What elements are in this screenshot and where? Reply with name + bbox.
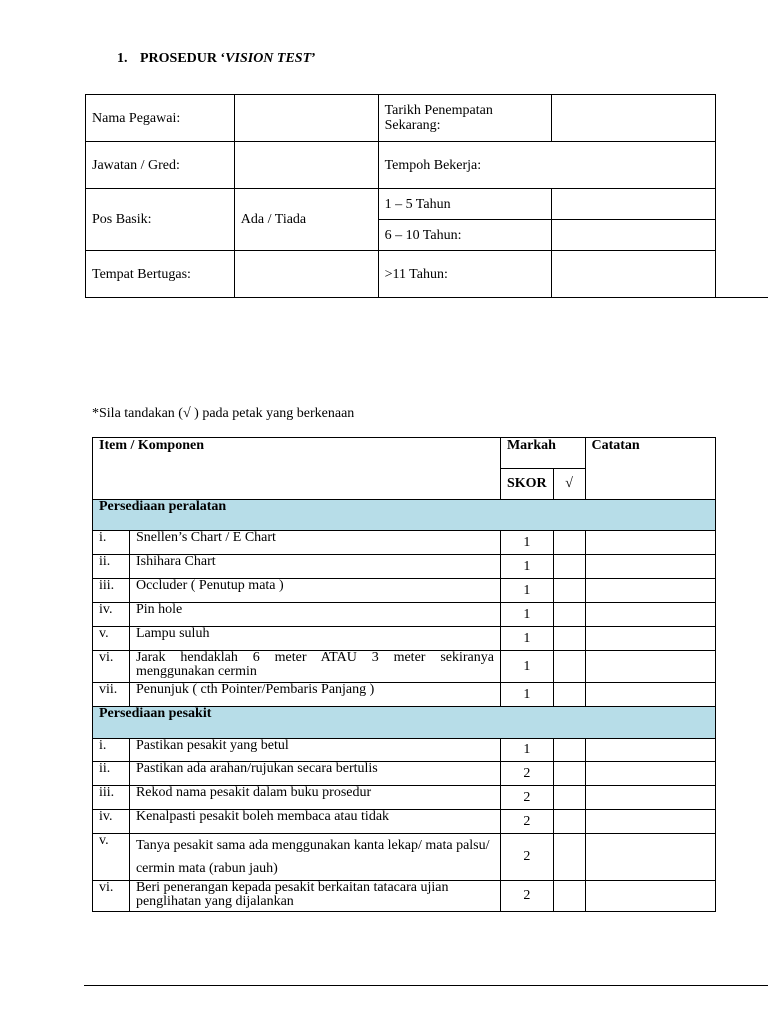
item-score: 1 — [500, 627, 553, 651]
tick-cell[interactable] — [553, 762, 585, 786]
header-tick: √ — [553, 469, 585, 500]
item-score: 1 — [500, 603, 553, 627]
item-text: Tanya pesakit sama ada menggunakan kanta lekap/ mata palsu/ cermin mata (rabun jauh) — [129, 834, 500, 881]
item-text: Kenalpasti pesakit boleh membaca atau tidak — [129, 810, 500, 834]
item-score: 1 — [500, 683, 553, 707]
item-text: Pastikan pesakit yang betul — [129, 739, 500, 762]
item-text: Snellen’s Chart / E Chart — [129, 531, 500, 555]
tick-cell[interactable] — [553, 603, 585, 627]
catatan-cell[interactable] — [585, 531, 716, 555]
table-row — [93, 603, 716, 627]
item-score: 2 — [500, 810, 553, 834]
section-heading: 1. PROSEDUR ‘VISION TEST’ — [117, 51, 316, 66]
item-score: 2 — [500, 762, 553, 786]
item-text: Pastikan ada arahan/rujukan secara bertulis — [129, 762, 500, 786]
field-jawatan-gred[interactable] — [234, 142, 378, 189]
label-jawatan-gred: Jawatan / Gred: — [86, 142, 235, 189]
tick-cell[interactable] — [553, 531, 585, 555]
label-tahun-1-5: 1 – 5 Tahun — [378, 189, 552, 220]
tick-cell[interactable] — [553, 579, 585, 603]
catatan-cell[interactable] — [585, 834, 716, 881]
field-tahun-6-10[interactable] — [552, 220, 716, 251]
item-text: Ishihara Chart — [129, 555, 500, 579]
label-pos-basik: Pos Basik: — [86, 189, 235, 251]
tick-cell[interactable] — [553, 739, 585, 762]
item-score: 1 — [500, 531, 553, 555]
item-number: vi. — [93, 651, 130, 683]
item-text: Rekod nama pesakit dalam buku prosedur — [129, 786, 500, 810]
item-score: 2 — [500, 881, 553, 912]
table-row — [93, 834, 716, 881]
item-score: 1 — [500, 739, 553, 762]
employee-info-table — [85, 94, 716, 298]
item-number: iv. — [93, 603, 130, 627]
catatan-cell[interactable] — [585, 683, 716, 707]
item-text: Penunjuk ( cth Pointer/Pembaris Panjang ) — [129, 683, 500, 707]
item-number: v. — [93, 834, 130, 881]
section-title-pesakit: Persediaan pesakit — [93, 707, 716, 739]
item-score: 2 — [500, 786, 553, 810]
table-row — [93, 531, 716, 555]
header-skor: SKOR — [500, 469, 553, 500]
value-ada-tiada[interactable]: Ada / Tiada — [234, 189, 378, 251]
field-tarikh-penempatan[interactable] — [552, 95, 716, 142]
item-number: i. — [93, 531, 130, 555]
table-row — [93, 762, 716, 786]
header-catatan: Catatan — [585, 438, 716, 500]
item-number: vi. — [93, 881, 130, 912]
item-number: i. — [93, 739, 130, 762]
catatan-cell[interactable] — [585, 762, 716, 786]
table-row — [93, 786, 716, 810]
table-row — [93, 555, 716, 579]
label-tarikh-penempatan: Tarikh Penempatan Sekarang: — [378, 95, 552, 142]
item-score: 1 — [500, 651, 553, 683]
table-row — [93, 810, 716, 834]
item-text: Pin hole — [129, 603, 500, 627]
table-row — [93, 627, 716, 651]
tick-cell[interactable] — [553, 627, 585, 651]
field-nama-pegawai[interactable] — [234, 95, 378, 142]
table-row — [93, 651, 716, 683]
item-number: vii. — [93, 683, 130, 707]
table-row — [93, 739, 716, 762]
item-text: Beri penerangan kepada pesakit berkaitan tatacara ujian penglihatan yang dijalankan — [129, 881, 500, 912]
catatan-cell[interactable] — [585, 627, 716, 651]
item-score: 1 — [500, 555, 553, 579]
tick-cell[interactable] — [553, 881, 585, 912]
table-row — [93, 683, 716, 707]
section-number: 1. — [117, 51, 128, 66]
item-number: iii. — [93, 786, 130, 810]
section-title-peralatan: Persediaan peralatan — [93, 500, 716, 531]
tick-cell[interactable] — [553, 651, 585, 683]
item-text: Occluder ( Penutup mata ) — [129, 579, 500, 603]
label-tahun-11: >11 Tahun: — [378, 251, 552, 298]
label-tempoh-bekerja: Tempoh Bekerja: — [378, 142, 715, 189]
item-number: v. — [93, 627, 130, 651]
item-number: ii. — [93, 762, 130, 786]
label-tempat-bertugas: Tempat Bertugas: — [86, 251, 235, 298]
label-nama-pegawai: Nama Pegawai: — [86, 95, 235, 142]
item-text: Lampu suluh — [129, 627, 500, 651]
checklist-table — [92, 437, 716, 912]
item-number: iii. — [93, 579, 130, 603]
tick-cell[interactable] — [553, 786, 585, 810]
label-tahun-6-10: 6 – 10 Tahun: — [378, 220, 552, 251]
catatan-cell[interactable] — [585, 651, 716, 683]
section-title: VISION TEST — [225, 51, 312, 66]
catatan-cell[interactable] — [585, 881, 716, 912]
field-tempat-bertugas[interactable] — [234, 251, 378, 298]
tick-cell[interactable] — [553, 683, 585, 707]
footer-line — [84, 985, 768, 986]
header-markah: Markah — [500, 438, 585, 469]
tick-cell[interactable] — [553, 810, 585, 834]
catatan-cell[interactable] — [585, 579, 716, 603]
header-item-komponen: Item / Komponen — [93, 438, 501, 500]
item-number: iv. — [93, 810, 130, 834]
field-tahun-1-5[interactable] — [552, 189, 716, 220]
table-row — [93, 881, 716, 912]
item-text: Jarak hendaklah 6 meter ATAU 3 meter sekiranya menggunakan cermin — [129, 651, 500, 683]
item-score: 1 — [500, 579, 553, 603]
instruction-text: *Sila tandakan (√ ) pada petak yang berkenaan — [92, 406, 355, 421]
tick-cell[interactable] — [553, 834, 585, 881]
catatan-cell[interactable] — [585, 555, 716, 579]
field-tahun-11[interactable] — [552, 251, 716, 298]
tick-cell[interactable] — [553, 555, 585, 579]
divider-line — [716, 297, 768, 298]
catatan-cell[interactable] — [585, 739, 716, 762]
catatan-cell[interactable] — [585, 603, 716, 627]
catatan-cell[interactable] — [585, 810, 716, 834]
item-number: ii. — [93, 555, 130, 579]
catatan-cell[interactable] — [585, 786, 716, 810]
item-score: 2 — [500, 834, 553, 881]
table-row — [93, 579, 716, 603]
